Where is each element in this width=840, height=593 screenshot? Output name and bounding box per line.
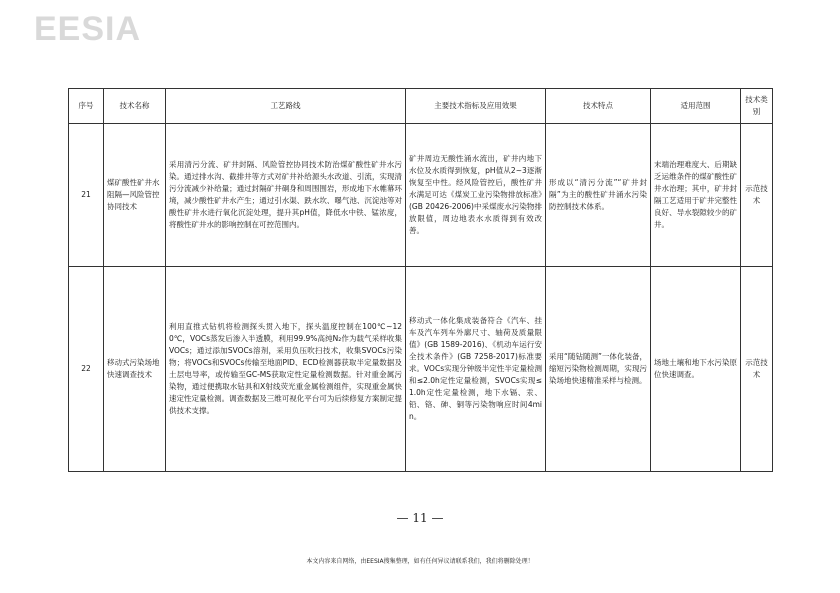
row-category: 示范技术 — [741, 124, 773, 267]
row-process: 利用直推式钻机将检测探头贯入地下，探头温度控制在100℃~120℃，VOCs蒸发后渗入半透膜，利用99.9%高纯N₂作为载气采样收集VOCs；通过添加SVOCs溶剂，采用负压吹扫技术，收集SVOCs污染物；将VOCs和SVOCs传输至地面PID、ECD检测器获取半定量数据及土层电导率，或传输至GC-MS获取定性定量检测数据。针对重金属污染物，通过便携取水钻具和X射线荧光重金属检测组件，实现重金属快速定性定量检测。调查数据及三维可视化平台可为后续修复方案制定提供技术支撑。 — [166, 267, 406, 472]
row-process: 采用清污分流、矿井封隔、风险管控协同技术防治煤矿酸性矿井水污染。通过排水沟、截排井等方式对矿井补给源头水改道、引流，实现清污分流减少补给量；通过封隔矿井硐身和周围围岩，形成地下水帷幕环境，减少酸性矿井水产生；通过引水渠、跌水坎、曝气池、沉淀池等对酸性矿井水进行氧化沉淀处理，提升其pH值，降低水中铁、锰浓度，将酸性矿井水的影响控制在可控范围内。 — [166, 124, 406, 267]
row-indicators: 矿井周边无酸性涌水流出，矿井内地下水位及水质得到恢复，pH值从2~3逐渐恢复至中性。经风险管控后，酸性矿井水满足可达《煤炭工业污染物排放标准》(GB 20426-2006)中采煤废水污染物排放限值，周边地表水水质得到有效改善。 — [406, 124, 546, 267]
row-features: 形成以“清污分流”“矿井封隔”为主的酸性矿井涌水污染防控制技术体系。 — [546, 124, 651, 267]
row-category: 示范技术 — [741, 267, 773, 472]
eesia-watermark-logo: EESIA — [34, 10, 142, 48]
row-scope: 末端治理难度大、后期缺乏运维条件的煤矿酸性矿井水治理；其中，矿井封隔工艺适用于矿井完整性良好、导水裂隙较少的矿井。 — [651, 124, 741, 267]
row-name: 煤矿酸性矿井水阻隔—风险管控协同技术 — [104, 124, 166, 267]
row-no: 22 — [69, 267, 104, 472]
table-row — [69, 124, 773, 267]
row-no: 21 — [69, 124, 104, 267]
page-number: — 11 — — [396, 511, 444, 525]
header-process: 工艺路线 — [166, 89, 406, 124]
row-indicators: 移动式一体化集成装备符合《汽车、挂车及汽车列车外廓尺寸、轴荷及质量限值》(GB 1589-2016)、《机动车运行安全技术条件》(GB 7258-2017)标准要求。VOCs实现分钟级半定性半定量检测和≤2.0h定性定量检测，SVOCs实现≤1.0h定性定量检测，地下水镉、汞、铅、铬、砷、铜等污染物响应时间4min。 — [406, 267, 546, 472]
technology-table — [68, 88, 773, 472]
header-scope: 适用范围 — [651, 89, 741, 124]
row-features: 采用“随钻随测”一体化装备，缩短污染物检测周期，实现污染场地快速精准采样与检测。 — [546, 267, 651, 472]
row-name: 移动式污染场地快速调查技术 — [104, 267, 166, 472]
row-scope: 场地土壤和地下水污染原位快速调查。 — [651, 267, 741, 472]
header-name: 技术名称 — [104, 89, 166, 124]
header-features: 技术特点 — [546, 89, 651, 124]
header-indicators: 主要技术指标及应用效果 — [406, 89, 546, 124]
footer-disclaimer: 本文内容来自网络，由EESIA搜集整理，如有任何异议请联系我们，我们将删除处理！ — [306, 558, 534, 565]
header-category: 技术类别 — [741, 89, 773, 124]
table-row — [69, 267, 773, 472]
header-no: 序号 — [69, 89, 104, 124]
table-header-row — [69, 89, 773, 124]
